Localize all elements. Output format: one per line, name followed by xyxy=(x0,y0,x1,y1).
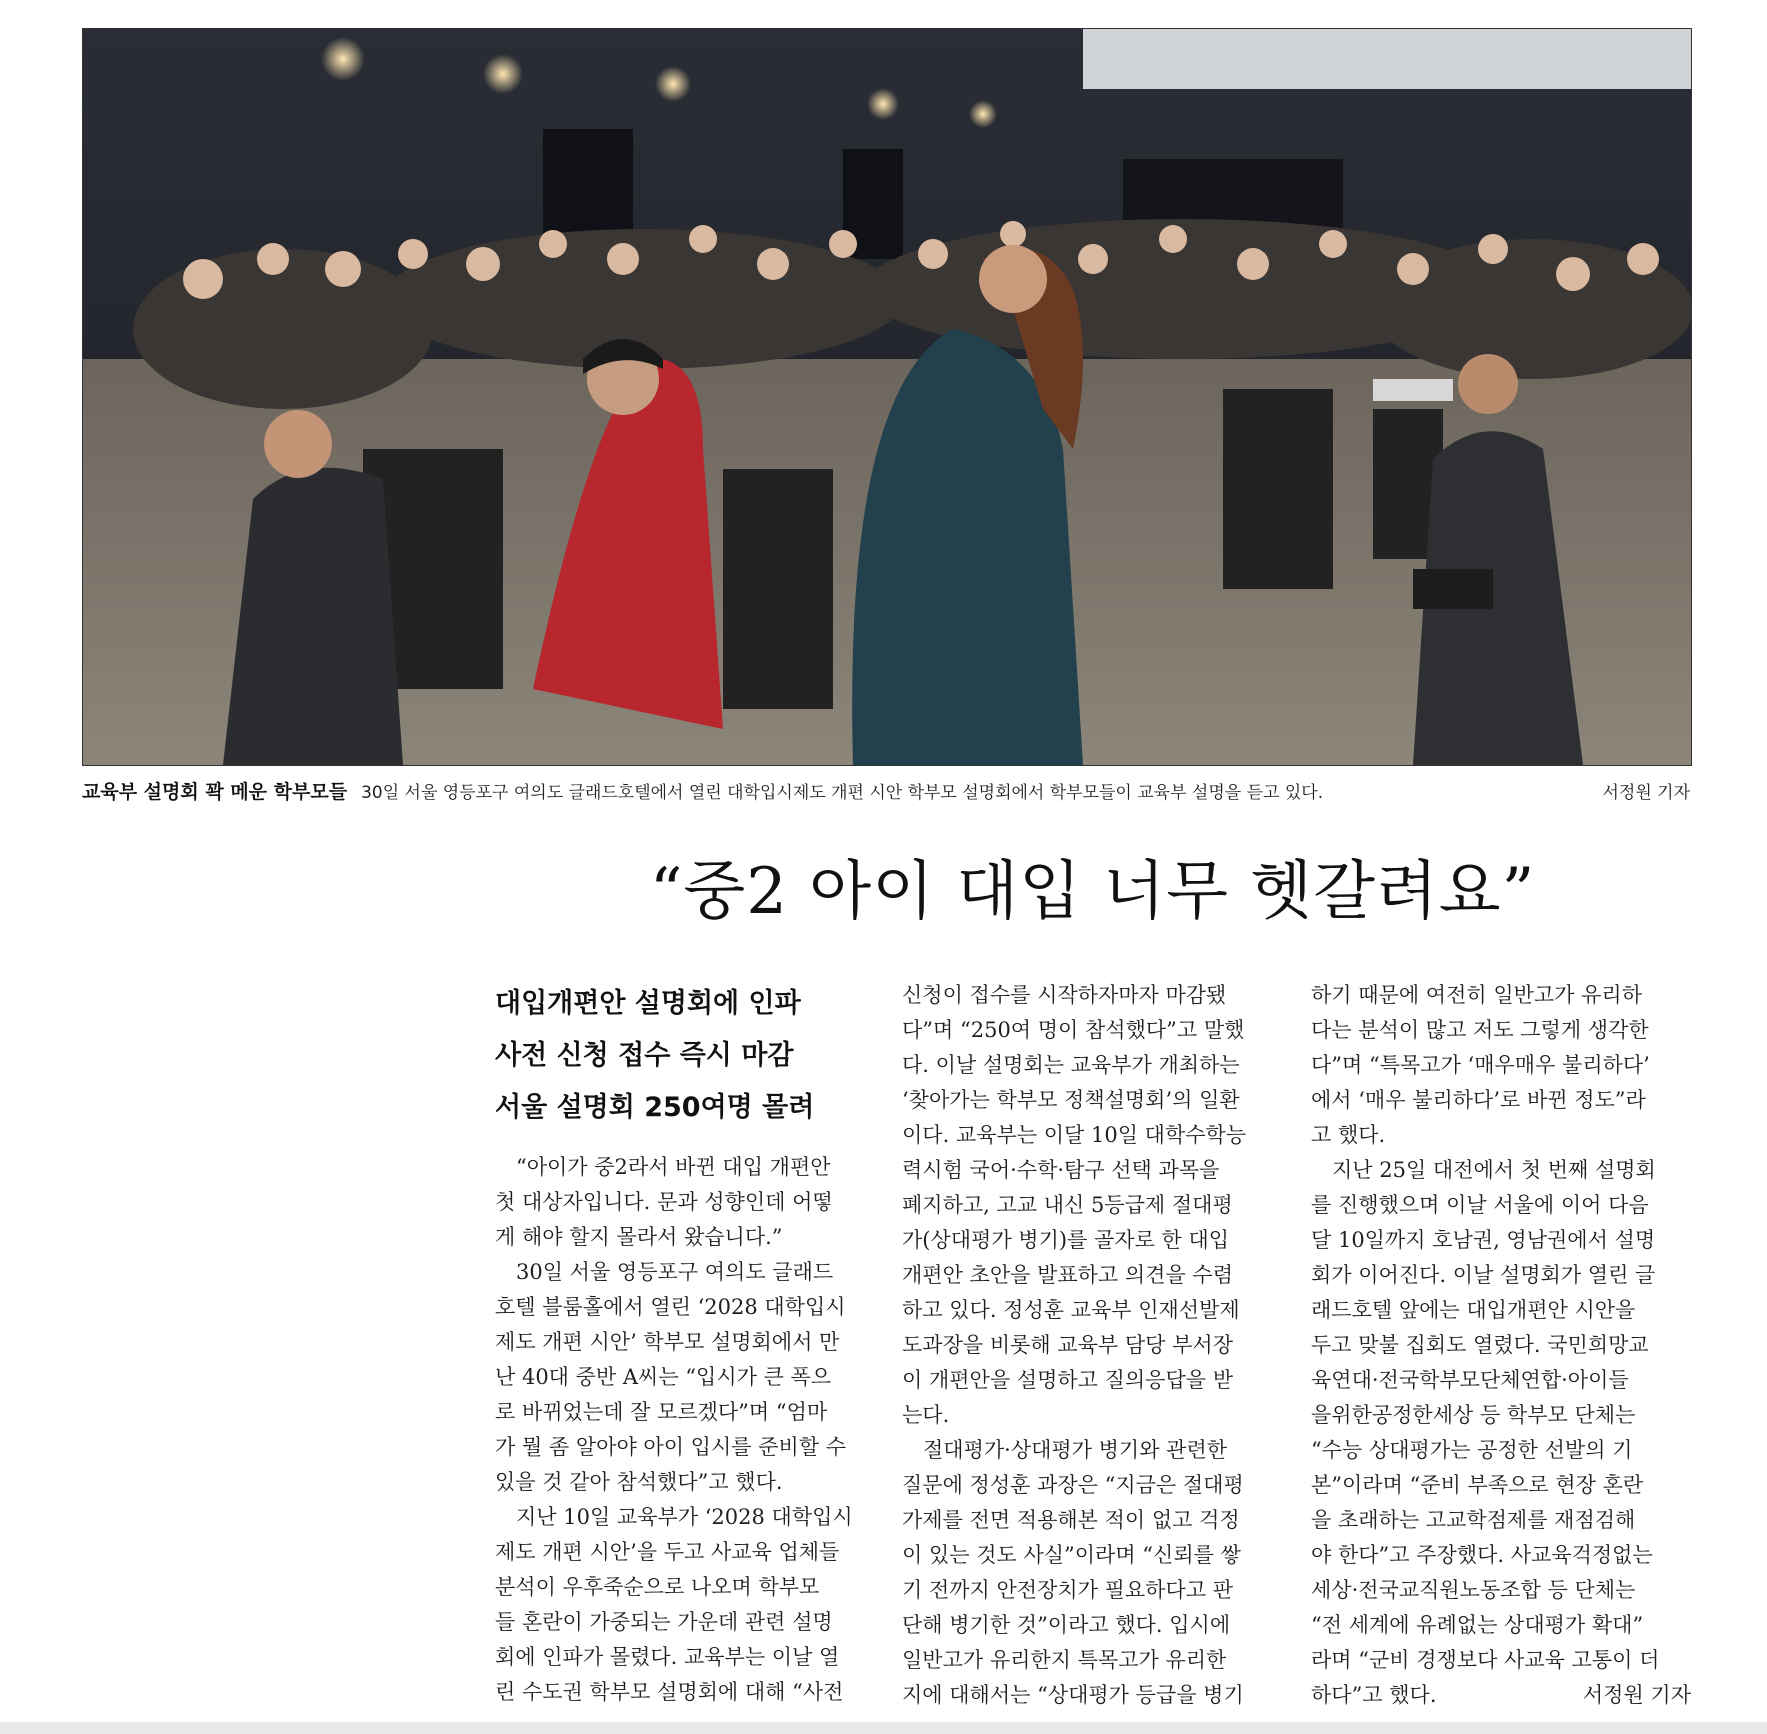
article-line: 두고 맞불 집회도 열렸다. 국민희망교 xyxy=(1311,1333,1649,1357)
photo-credit: 서정원 기자 xyxy=(1602,782,1690,803)
article-column-3 xyxy=(1311,978,1691,1713)
article-line: 이 있는 것도 사실”이라며 “신뢰를 쌓 xyxy=(902,1543,1241,1567)
article-line: 일반고가 유리한지 특목고가 유리한 xyxy=(902,1648,1227,1672)
photo-caption xyxy=(82,774,1690,806)
article-line: 게 해야 할지 몰라서 왔습니다.” xyxy=(495,1225,783,1249)
caption-title: 교육부 설명회 꽉 메운 학부모들 xyxy=(82,780,348,803)
article-column-1 xyxy=(495,1150,875,1710)
article-line: “수능 상대평가는 공정한 선발의 기 xyxy=(1311,1438,1633,1462)
article-line: 를 진행했으며 이날 서울에 이어 다음 xyxy=(1311,1193,1649,1217)
headline: “중2 아이 대입 너무 헷갈려요” xyxy=(649,855,1536,929)
article-line: 질문에 정성훈 과장은 “지금은 절대평 xyxy=(902,1473,1244,1497)
article-line: 지난 25일 대전에서 첫 번째 설명회 xyxy=(1332,1158,1656,1182)
article-line: 난 40대 중반 A씨는 “입시가 큰 폭으 xyxy=(495,1365,832,1389)
subheading-1: 대입개편안 설명회에 인파 xyxy=(495,988,801,1019)
last-line-row xyxy=(1311,1678,1691,1713)
article-line: 야 한다”고 주장했다. 사교육걱정없는 xyxy=(1311,1543,1653,1567)
article-line: 로 바뀌었는데 잘 모르겠다”며 “엄마 xyxy=(495,1400,828,1424)
article-column-2 xyxy=(902,978,1282,1713)
article-line: “아이가 중2라서 바뀐 대입 개편안 xyxy=(516,1155,831,1179)
article-line: 하다”고 했다. xyxy=(1311,1683,1437,1707)
article-line: 하고 있다. 정성훈 교육부 인재선발제 xyxy=(902,1298,1240,1322)
article-line: ‘찾아가는 학부모 정책설명회’의 일환 xyxy=(902,1088,1240,1112)
article-line: “전 세계에 유례없는 상대평가 확대” xyxy=(1311,1613,1644,1637)
article-line: 신청이 접수를 시작하자마자 마감됐 xyxy=(902,983,1227,1007)
article-line: 회가 이어진다. 이날 설명회가 열린 글 xyxy=(1311,1263,1656,1287)
article-line: 분석이 우후죽순으로 나오며 학부모 xyxy=(495,1575,820,1599)
subheading-3: 서울 설명회 250여명 몰려 xyxy=(495,1092,815,1123)
subheading-2: 사전 신청 접수 즉시 마감 xyxy=(495,1040,794,1071)
article-line: 30일 서울 영등포구 여의도 글래드 xyxy=(516,1260,834,1284)
article-line: 폐지하고, 고교 내신 5등급제 절대평 xyxy=(902,1193,1233,1217)
article-line: 이다. 교육부는 이달 10일 대학수학능 xyxy=(902,1123,1247,1147)
article-line: 라며 “군비 경쟁보다 사교육 고통이 더 xyxy=(1311,1648,1660,1672)
caption-text: 30일 서울 영등포구 여의도 글래드호텔에서 열린 대학입시제도 개편 시안 학부모 설명회에서 학부모들이 교육부 설명을 듣고 있다. xyxy=(361,782,1324,803)
article-line: 이 개편안을 설명하고 질의응답을 받 xyxy=(902,1368,1233,1392)
article-line: 제도 개편 시안’을 두고 사교육 업체들 xyxy=(495,1540,840,1564)
article-line: 하기 때문에 여전히 일반고가 유리하 xyxy=(1311,983,1642,1007)
article-line: 가 뭘 좀 알아야 아이 입시를 준비할 수 xyxy=(495,1435,847,1459)
page-bottom-edge xyxy=(0,1722,1767,1734)
article-line: 달 10일까지 호남권, 영남권에서 설명 xyxy=(1311,1228,1656,1252)
article-line: 기 전까지 안전장치가 필요하다고 판 xyxy=(902,1578,1233,1602)
article-line: 을위한공정한세상 등 학부모 단체는 xyxy=(1311,1403,1636,1427)
article-line: 을 초래하는 고교학점제를 재점검해 xyxy=(1311,1508,1636,1532)
article-line: 제도 개편 시안’ 학부모 설명회에서 만 xyxy=(495,1330,840,1354)
article-line: 단해 병기한 것”이라고 했다. 입시에 xyxy=(902,1613,1231,1637)
article-line: 다. 이날 설명회는 교육부가 개최하는 xyxy=(902,1053,1240,1077)
article-line: 린 수도권 학부모 설명회에 대해 “사전 xyxy=(495,1680,844,1704)
article-line: 다”며 “특목고가 ‘매우매우 불리하다’ xyxy=(1311,1053,1650,1077)
article-line: 육연대·전국학부모단체연합·아이들 xyxy=(1311,1368,1629,1392)
article-line: 고 했다. xyxy=(1311,1123,1386,1147)
article-line: 지에 대해서는 “상대평가 등급을 병기 xyxy=(902,1683,1244,1707)
article-line: 다는 분석이 많고 저도 그렇게 생각한 xyxy=(1311,1018,1649,1042)
article-line: 호텔 블룸홀에서 열린 ‘2028 대학입시 xyxy=(495,1295,846,1319)
article-line: 지난 10일 교육부가 ‘2028 대학입시 xyxy=(516,1505,853,1529)
article-line: 첫 대상자입니다. 문과 성향인데 어떻 xyxy=(495,1190,833,1214)
article-line: 가제를 전면 적용해본 적이 없고 걱정 xyxy=(902,1508,1240,1532)
article-line: 가(상대평가 병기)를 골자로 한 대입 xyxy=(902,1228,1230,1252)
article-line: 도과장을 비롯해 교육부 담당 부서장 xyxy=(902,1333,1233,1357)
byline: 서정원 기자 xyxy=(1582,1683,1691,1707)
article-line: 개편안 초안을 발표하고 의견을 수렴 xyxy=(902,1263,1233,1287)
article-line: 세상·전국교직원노동조합 등 단체는 xyxy=(1311,1578,1636,1602)
article-line: 는다. xyxy=(902,1403,950,1427)
article-line: 절대평가·상대평가 병기와 관련한 xyxy=(923,1438,1228,1462)
article-line: 다”며 “250여 명이 참석했다”고 말했 xyxy=(902,1018,1245,1042)
article-line: 회에 인파가 몰렸다. 교육부는 이날 열 xyxy=(495,1645,840,1669)
article-line: 래드호텔 앞에는 대입개편안 시안을 xyxy=(1311,1298,1636,1322)
article-line: 에서 ‘매우 불리하다’로 바뀐 정도”라 xyxy=(1311,1088,1646,1112)
article-line: 본”이라며 “준비 부족으로 현장 혼란 xyxy=(1311,1473,1644,1497)
article-line: 들 혼란이 가중되는 가운데 관련 설명 xyxy=(495,1610,833,1634)
news-photo xyxy=(82,28,1692,766)
article-line: 력시험 국어·수학·탐구 선택 과목을 xyxy=(902,1158,1220,1182)
subheadings xyxy=(495,978,875,1134)
article-line: 있을 것 같아 참석했다”고 했다. xyxy=(495,1470,783,1494)
auditorium-audience-photo xyxy=(83,29,1691,765)
